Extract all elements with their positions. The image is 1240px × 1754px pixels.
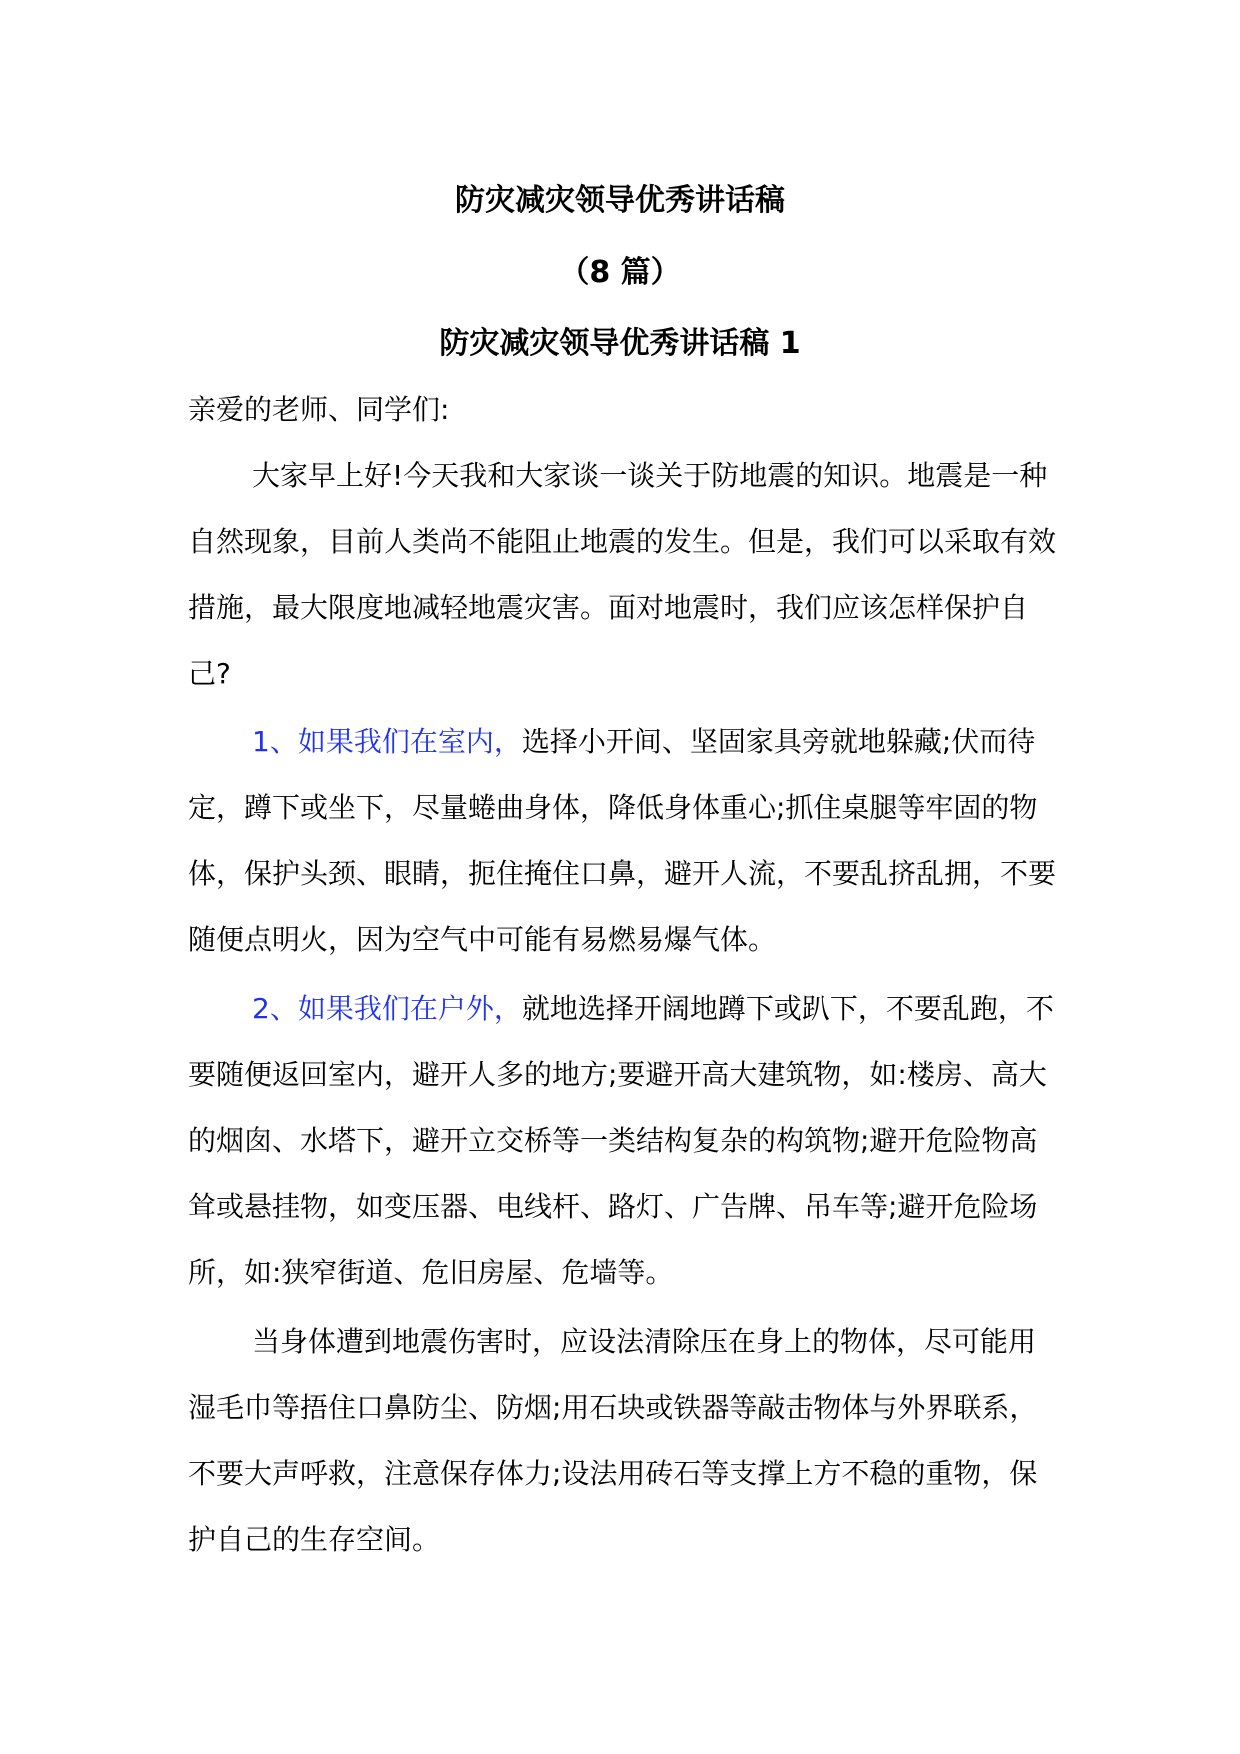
paragraph-text: 选择小开间、坚固家具旁就地躲藏;伏而待定，蹲下或坐下，尽量蜷曲身体，降低身体重心;抓住桌腿等牢固的物体，保护头颈、眼睛，扼住掩住口鼻，避开人流，不要乱挤乱拥，不要随便点明火，因为空气中可能有易燃易爆气体。 [188,725,1057,956]
paragraph-lead-highlight: 1、如果我们在室内， [252,725,522,758]
paragraph-text: 大家早上好!今天我和大家谈一谈关于防地震的知识。地震是一种自然现象，目前人类尚不能阻止地震的发生。但是，我们可以采取有效措施，最大限度地减轻地震灾害。面对地震时，我们应该怎样保护自己? [188,459,1057,690]
paragraph-outdoor [188,976,1056,1306]
paragraph-text: 就地选择开阔地蹲下或趴下，不要乱跑，不要随便返回室内，避开人多的地方;要避开高大建筑物，如:楼房、高大的烟囱、水塔下，避开立交桥等一类结构复杂的构筑物;避开危险物高耸或悬挂物，如变压器、电线杆、路灯、广告牌、吊车等;避开危险场所，如:狭窄街道、危旧房屋、危墙等。 [188,992,1054,1289]
document-subtitle: 防灾减灾领导优秀讲话稿 1 [439,326,801,361]
paragraph-intro [188,443,1056,707]
paragraph-text: 当身体遭到地震伤害时，应设法清除压在身上的物体，尽可能用湿毛巾等捂住口鼻防尘、防烟;用石块或铁器等敲击物体与外界联系，不要大声呼救，注意保存体力;设法用砖石等支撑上方不稳的重物，保护自己的生存空间。 [188,1325,1038,1556]
document-title: 防灾减灾领导优秀讲话稿 [455,183,785,218]
paragraph-indoor [188,709,1056,973]
document-count: （8 篇） [559,255,681,290]
paragraph-lead-highlight: 2、如果我们在户外， [252,992,522,1025]
salutation: 亲爱的老师、同学们: [188,393,450,426]
paragraph-injury [188,1309,1056,1573]
